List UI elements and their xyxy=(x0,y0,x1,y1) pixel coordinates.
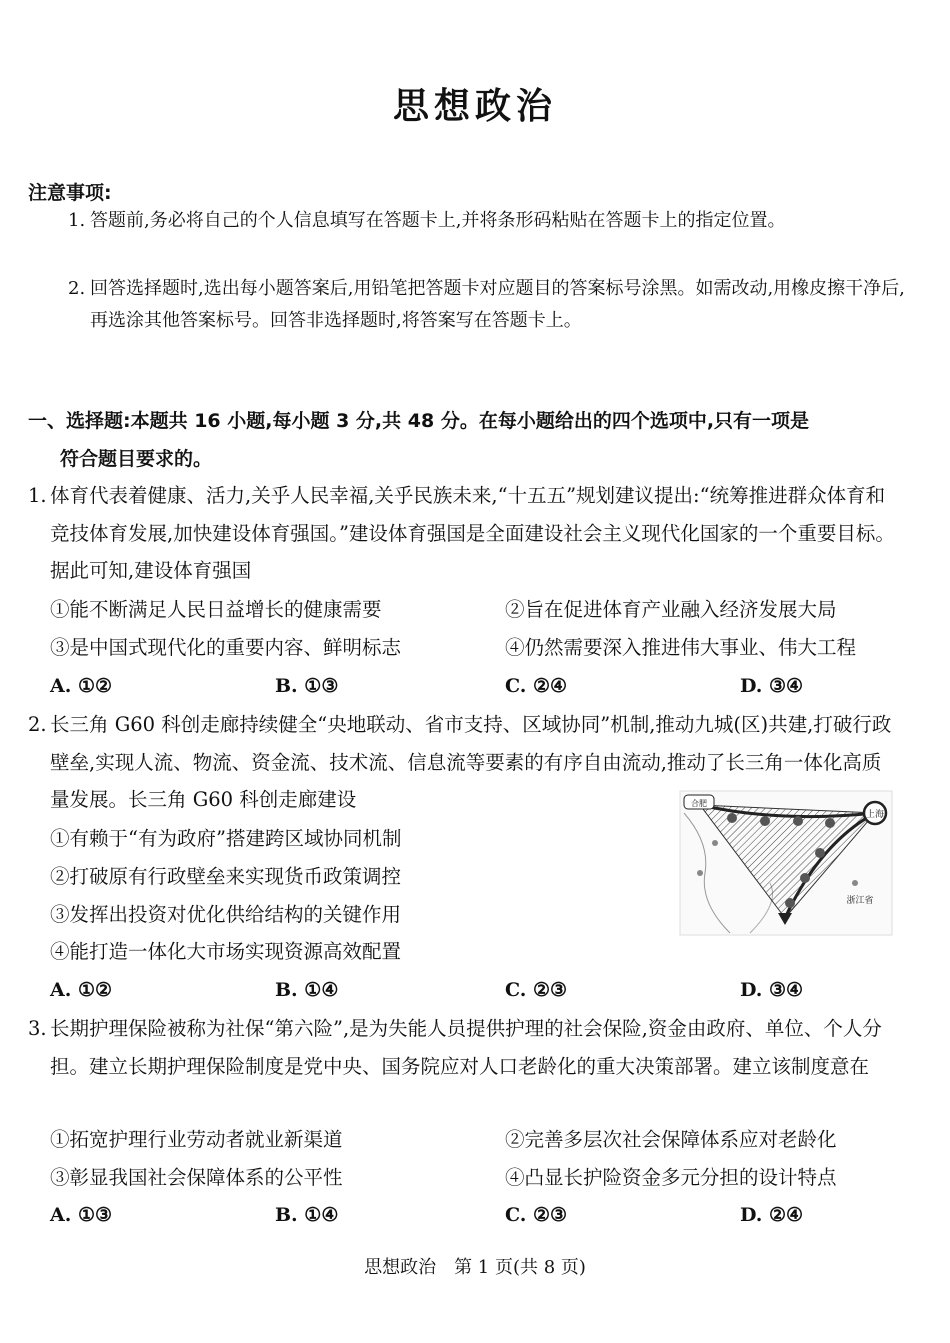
section-heading-line-1: 一、选择题:本题共 16 小题,每小题 3 分,共 48 分。在每小题给出的四个选项中,只有一项是 xyxy=(28,410,810,432)
notice-item-text: 答题前,务必将自己的个人信息填写在答题卡上,并将条形码粘贴在答题卡上的指定位置。 xyxy=(90,210,786,231)
question-number: 2. xyxy=(28,713,47,736)
q3-option-3: ③彰显我国社会保障体系的公平性 xyxy=(50,1166,343,1189)
q1-choice-d: D. ③④ xyxy=(740,675,804,697)
map-label-shanghai: 上海 xyxy=(865,810,885,820)
q1-option-3: ③是中国式现代化的重要内容、鲜明标志 xyxy=(50,636,402,659)
question-number: 3. xyxy=(28,1017,47,1040)
notice-item-number: 1. xyxy=(68,210,86,231)
q2-option-4: ④能打造一体化大市场实现资源高效配置 xyxy=(50,940,402,963)
question-stem: 长期护理保险被称为社保“第六险”,是为失能人员提供护理的社会保险,资金由政府、单位、个人分担。建立长期护理保险制度是党中央、国务院应对人口老龄化的重大决策部署。建立该制度意在 xyxy=(50,1017,882,1078)
notice-heading: 注意事项: xyxy=(28,182,112,204)
q1-option-1: ①能不断满足人民日益增长的健康需要 xyxy=(50,598,382,621)
q1-choice-b: B. ①③ xyxy=(275,675,339,697)
q3-option-2: ②完善多层次社会保障体系应对老龄化 xyxy=(505,1128,837,1151)
question-1 xyxy=(28,477,898,590)
q2-choice-a: A. ①② xyxy=(50,979,113,1001)
q3-choice-d: D. ②④ xyxy=(740,1204,804,1226)
page-title: 思想政治 xyxy=(392,86,557,127)
section-heading xyxy=(28,402,908,478)
q3-choice-a: A. ①③ xyxy=(50,1204,113,1226)
map-label-hefei: 合肥 xyxy=(691,799,707,808)
q3-choice-b: B. ①④ xyxy=(275,1204,339,1226)
q2-option-1: ①有赖于“有为政府”搭建跨区域协同机制 xyxy=(50,827,402,850)
notice-item-1 xyxy=(68,205,908,237)
section-heading-line-2: 符合题目要求的。 xyxy=(60,448,213,470)
question-number: 1. xyxy=(28,484,47,507)
q3-option-1: ①拓宽护理行业劳动者就业新渠道 xyxy=(50,1128,343,1151)
question-stem: 体育代表着健康、活力,关乎人民幸福,关乎民族未来,“十五五”规划建议提出:“统筹推进群众体育和竞技体育发展,加快建设体育强国。”建设体育强国是全面建设社会主义现代化国家的一个重要目标。据此可知,建设体育强国 xyxy=(50,484,895,582)
page-footer: 思想政治 第 1 页(共 8 页) xyxy=(364,1257,586,1278)
q3-choice-c: C. ②③ xyxy=(505,1204,568,1226)
map-label-zhejiang: 浙江省 xyxy=(846,896,874,906)
q1-option-4: ④仍然需要深入推进伟大事业、伟大工程 xyxy=(505,636,857,659)
g60-corridor-map xyxy=(670,783,902,943)
q2-choice-d: D. ③④ xyxy=(740,979,804,1001)
q2-choice-b: B. ①④ xyxy=(275,979,339,1001)
question-3 xyxy=(28,1010,898,1085)
q1-option-2: ②旨在促进体育产业融入经济发展大局 xyxy=(505,598,837,621)
notice-item-text: 回答选择题时,选出每小题答案后,用铅笔把答题卡对应题目的答案标号涂黑。如需改动,用橡皮擦干净后,再选涂其他答案标号。回答非选择题时,将答案写在答题卡上。 xyxy=(90,278,905,331)
q2-option-2: ②打破原有行政壁垒来实现货币政策调控 xyxy=(50,865,402,888)
question-stem: 长三角 G60 科创走廊持续健全“央地联动、省市支持、区域协同”机制,推动九城(区)共建,打破行政壁垒,实现人流、物流、资金流、技术流、信息流等要素的有序自由流动,推动了长三角一体化高质量发展。长三角 G60 科创走廊建设 xyxy=(50,713,892,811)
notice-item-2 xyxy=(68,273,908,337)
q1-choice-a: A. ①② xyxy=(50,675,113,697)
q3-option-4: ④凸显长护险资金多元分担的设计特点 xyxy=(505,1166,837,1189)
q1-choice-c: C. ②④ xyxy=(505,675,568,697)
notice-item-number: 2. xyxy=(68,278,86,299)
q2-option-3: ③发挥出投资对优化供给结构的关键作用 xyxy=(50,903,402,926)
q2-choice-c: C. ②③ xyxy=(505,979,568,1001)
